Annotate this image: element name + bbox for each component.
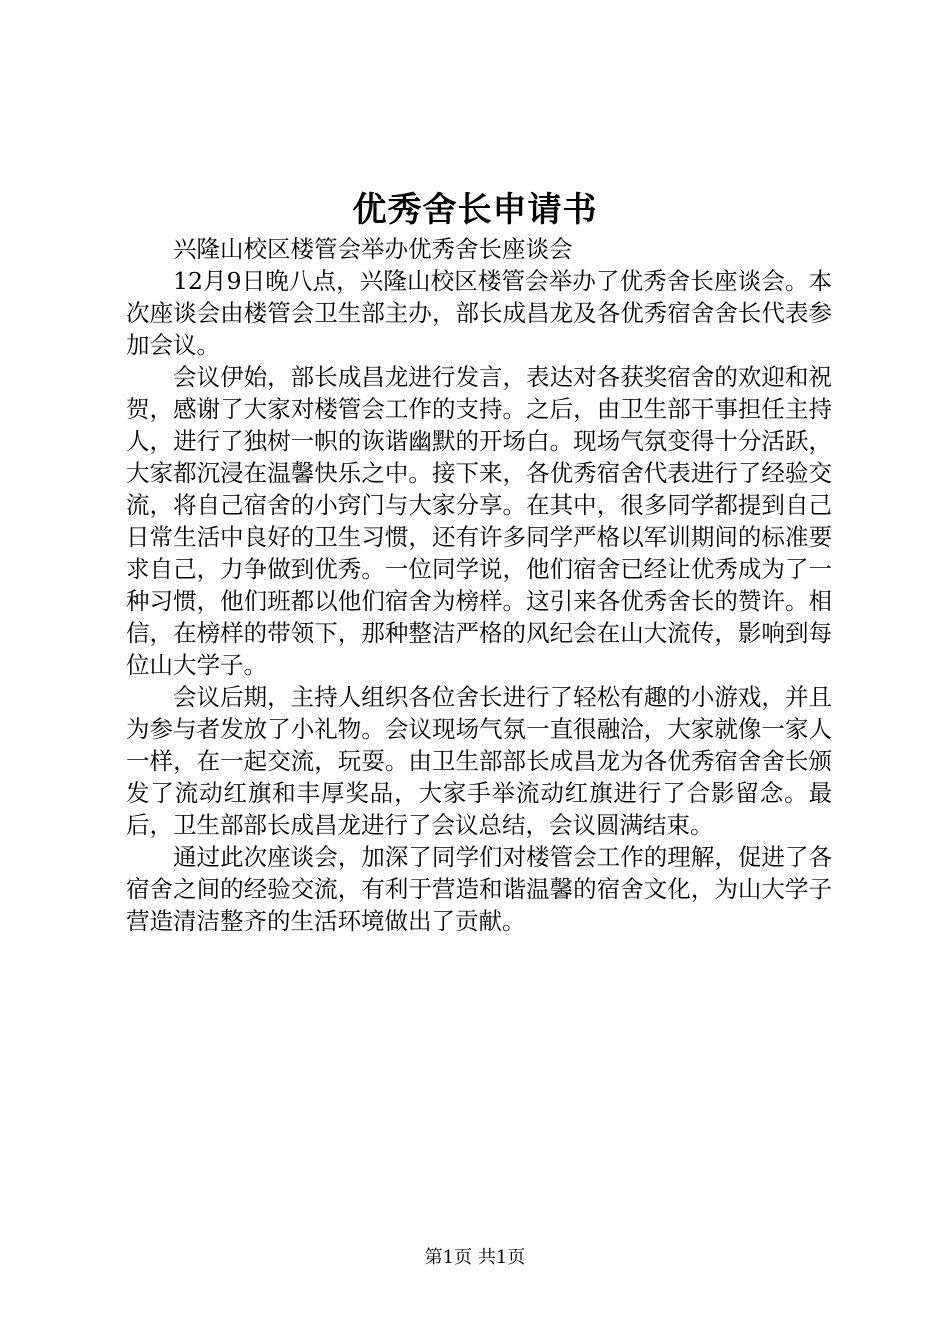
paragraph-meeting-start: 会议伊始，部长成昌龙进行发言，表达对各获奖宿舍的欢迎和祝贺，感谢了大家对楼管会工作的支持。之后，由卫生部干事担任主持人，进行了独树一帜的诙谐幽默的开场白。现场气氛变得十分活跃，大家都沉浸在温馨快乐之中。接下来，各优秀宿舍代表进行了经验交流，将自己宿舍的小窍门与大家分享。在其中，很多同学都提到自己日常生活中良好的卫生习惯，还有许多同学严格以军训期间的标准要求自己，力争做到优秀。一位同学说，他们宿舍已经让优秀成为了一种习惯，他们班都以他们宿舍为榜样。这引来各优秀舍长的赞许。相信，在榜样的带领下，那种整洁严格的风纪会在山大流传，影响到每位山大学子。 (126, 363, 832, 679)
paragraph-subtitle: 兴隆山校区楼管会举办优秀舍长座谈会 (173, 235, 573, 263)
page-footer: 第1页 共1页 (424, 1247, 526, 1268)
paragraph-meeting-later: 会议后期，主持人组织各位舍长进行了轻松有趣的小游戏，并且为参与者发放了小礼物。会议现场气氛一直很融洽，大家就像一家人一样，在一起交流，玩耍。由卫生部部长成昌龙为各优秀宿舍舍长颁发了流动红旗和丰厚奖品，大家手举流动红旗进行了合影留念。最后，卫生部部长成昌龙进行了会议总结，会议圆满结束。 (126, 683, 832, 839)
document-body (126, 233, 832, 937)
document-title: 优秀舍长申请书 (352, 190, 598, 230)
paragraph-conclusion: 通过此次座谈会，加深了同学们对楼管会工作的理解，促进了各宿舍之间的经验交流，有利于营造和谐温馨的宿舍文化，为山大学子营造清洁整齐的生活环境做出了贡献。 (126, 843, 832, 935)
paragraph-intro: 12月9日晚八点，兴隆山校区楼管会举办了优秀舍长座谈会。本次座谈会由楼管会卫生部主办，部长成昌龙及各优秀宿舍舍长代表参加会议。 (126, 267, 832, 359)
